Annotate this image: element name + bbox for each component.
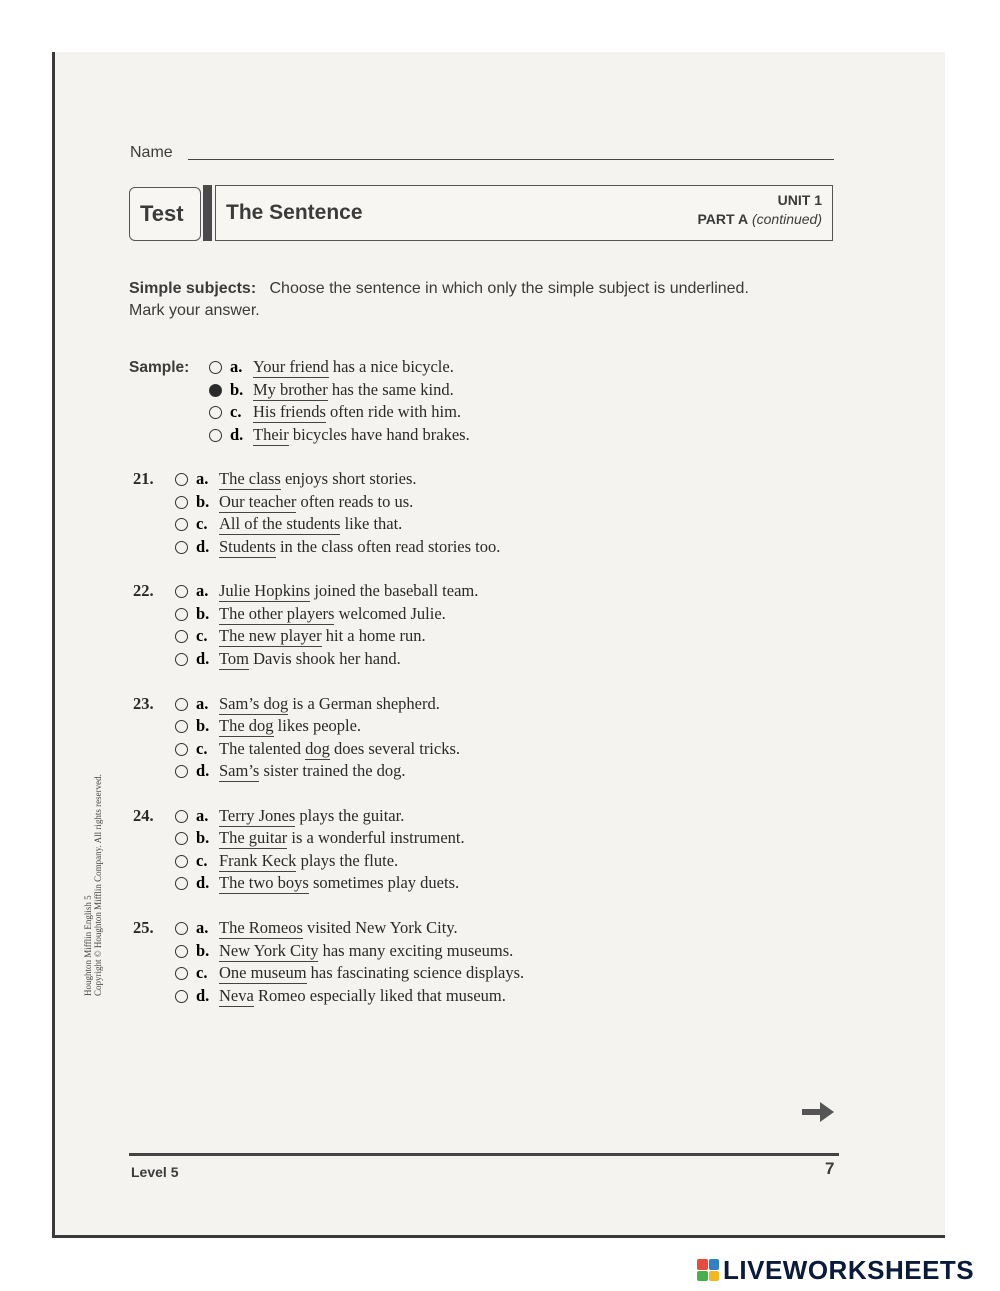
option-letter: c. [196, 963, 208, 983]
option-sentence [219, 963, 524, 983]
option-letter: b. [196, 828, 210, 848]
answer-option[interactable] [55, 828, 855, 850]
sentence-text: has a nice bicycle. [328, 357, 454, 376]
answer-option[interactable] [55, 626, 855, 648]
underlined-subject: Students [219, 536, 276, 556]
sample-label: Sample: [129, 359, 190, 376]
option-sentence [219, 986, 506, 1006]
sentence-text: sometimes play duets. [308, 873, 460, 893]
option-letter: d. [196, 648, 210, 668]
answer-bubble[interactable] [209, 384, 222, 397]
option-sentence [253, 380, 454, 400]
liveworksheets-icon [697, 1259, 719, 1281]
underlined-subject: Your friend [253, 357, 329, 376]
underlined-subject: The other players [219, 603, 335, 623]
option-sentence [253, 357, 454, 377]
worksheet-page [52, 52, 945, 1238]
sentence-text: welcomed Julie. [334, 603, 446, 623]
option-letter: c. [230, 402, 242, 421]
title-box [215, 185, 833, 241]
liveworksheets-logo [697, 1256, 974, 1284]
answer-bubble[interactable] [175, 585, 188, 598]
answer-bubble[interactable] [175, 855, 188, 868]
sentence-text: is a German shepherd. [288, 693, 440, 713]
logo-square-blue [709, 1259, 720, 1270]
underlined-subject: Sam’s [219, 761, 260, 781]
underlined-subject: The dog [219, 716, 274, 736]
name-line [188, 159, 834, 160]
sentence-text: visited New York City. [302, 918, 458, 938]
option-sentence [219, 873, 459, 893]
option-sentence [219, 581, 478, 601]
option-sentence [219, 469, 417, 489]
option-letter: a. [196, 581, 209, 601]
sentence-text: has many exciting museums. [318, 940, 514, 960]
option-sentence [219, 649, 401, 669]
answer-option[interactable] [55, 941, 855, 963]
copyright-line-2: Copyright © Houghton Mifflin Company. All rights reserved. [93, 774, 103, 996]
option-sentence [219, 918, 458, 938]
answer-bubble[interactable] [175, 922, 188, 935]
option-sentence [219, 514, 402, 534]
answer-option[interactable] [55, 357, 855, 379]
question-number: 22. [133, 581, 154, 601]
sentence-text: plays the flute. [296, 850, 399, 870]
option-letter: c. [196, 738, 208, 758]
name-label: Name [130, 144, 173, 161]
sentence-text: has the same kind. [327, 379, 454, 399]
underlined-subject: My brother [253, 379, 328, 399]
underlined-subject: The Romeos [219, 918, 303, 938]
underlined-subject: Our teacher [219, 491, 297, 511]
instructions-heading: Simple subjects: [129, 280, 257, 297]
instructions [129, 278, 749, 322]
option-sentence [253, 425, 470, 445]
option-letter: a. [196, 469, 209, 488]
part-label [698, 211, 823, 227]
logo-square-yellow [709, 1271, 720, 1282]
answer-bubble[interactable] [175, 832, 188, 845]
option-letter: d. [230, 424, 244, 444]
answer-option[interactable] [55, 694, 855, 716]
answer-bubble[interactable] [175, 541, 188, 554]
answer-option[interactable] [55, 581, 855, 603]
sentence-text: does several tricks. [329, 738, 461, 758]
question-number: 25. [133, 918, 154, 938]
answer-bubble[interactable] [209, 429, 222, 442]
option-sentence [219, 761, 406, 781]
option-letter: d. [196, 536, 210, 556]
underlined-subject: Tom [219, 648, 250, 668]
underlined-subject: Their [253, 424, 289, 444]
answer-bubble[interactable] [175, 518, 188, 531]
option-sentence [219, 941, 513, 961]
question-number: 21. [133, 469, 154, 488]
answer-option[interactable] [55, 851, 855, 873]
question-number: 24. [133, 805, 154, 825]
logo-square-green [697, 1271, 708, 1282]
option-letter: d. [196, 761, 210, 781]
option-sentence [219, 739, 460, 759]
option-sentence [219, 626, 426, 646]
underlined-subject: All of the students [219, 514, 341, 533]
sentence-text: often ride with him. [325, 402, 462, 421]
sentence-text: plays the guitar. [295, 805, 405, 825]
part-note: (continued) [751, 211, 822, 227]
sentence-text: Davis shook her hand. [249, 648, 401, 668]
sentence-text: is a wonderful instrument. [287, 828, 465, 848]
underlined-subject: dog [305, 738, 330, 758]
answer-option[interactable] [55, 963, 855, 985]
sentence-text: often reads to us. [296, 491, 414, 511]
option-letter: a. [230, 357, 243, 376]
underlined-subject: The guitar [219, 828, 288, 848]
test-badge [129, 187, 201, 241]
sentence-text: likes people. [273, 716, 362, 736]
question-number: 23. [133, 693, 154, 713]
sentence-text: enjoys short stories. [280, 469, 417, 488]
answer-bubble[interactable] [175, 473, 188, 486]
option-sentence [219, 828, 465, 848]
option-sentence [253, 402, 461, 422]
underlined-subject: Julie Hopkins [219, 581, 311, 601]
answer-option[interactable] [55, 918, 855, 940]
option-letter: d. [196, 873, 210, 893]
option-sentence [219, 716, 361, 736]
underlined-subject: Neva [219, 985, 254, 1005]
underlined-subject: One museum [219, 963, 307, 983]
part-text: PART A [697, 211, 749, 227]
page-number: 7 [825, 1159, 835, 1178]
logo-square-red [697, 1259, 708, 1270]
sentence-text: The talented [219, 738, 306, 758]
sentence-text: joined the baseball team. [310, 581, 479, 601]
copyright-line-1: Houghton Mifflin English 5 [83, 895, 93, 996]
footer-level: Level 5 [131, 1164, 179, 1180]
answer-bubble[interactable] [175, 765, 188, 778]
answer-bubble[interactable] [175, 877, 188, 890]
answer-option[interactable] [55, 739, 855, 761]
sentence-text: like that. [340, 514, 403, 533]
option-letter: a. [196, 693, 209, 713]
page-title: The Sentence [226, 201, 363, 224]
test-label: Test [140, 201, 184, 226]
answer-option[interactable] [55, 469, 855, 491]
option-letter: b. [230, 379, 244, 399]
option-sentence [219, 604, 446, 624]
answer-option[interactable] [55, 492, 855, 514]
answer-option[interactable] [55, 806, 855, 828]
sentence-text: hit a home run. [321, 626, 426, 646]
copyright-notice [83, 774, 103, 996]
header-divider-bar [203, 185, 212, 241]
answer-bubble[interactable] [175, 630, 188, 643]
answer-bubble[interactable] [175, 608, 188, 621]
option-letter: a. [196, 918, 209, 938]
sentence-text: has fascinating science displays. [306, 963, 525, 983]
liveworksheets-text: LIVEWORKSHEETS [723, 1254, 975, 1285]
underlined-subject: The class [219, 469, 281, 488]
underlined-subject: His friends [253, 402, 326, 421]
underlined-subject: The new player [219, 626, 322, 646]
answer-bubble[interactable] [175, 653, 188, 666]
option-letter: b. [196, 940, 210, 960]
option-sentence [219, 851, 398, 871]
answer-bubble[interactable] [175, 967, 188, 980]
answer-option[interactable] [55, 716, 855, 738]
answer-option[interactable] [55, 402, 855, 424]
option-letter: c. [196, 626, 208, 646]
option-letter: a. [196, 805, 209, 825]
answer-option[interactable] [55, 604, 855, 626]
answer-bubble[interactable] [175, 720, 188, 733]
answer-option[interactable] [55, 986, 855, 1008]
answer-bubble[interactable] [209, 361, 222, 374]
answer-option[interactable] [55, 514, 855, 536]
answer-option[interactable] [55, 761, 855, 783]
underlined-subject: The two boys [219, 873, 309, 893]
answer-option[interactable] [55, 649, 855, 671]
answer-bubble[interactable] [175, 698, 188, 711]
unit-label: UNIT 1 [777, 192, 822, 208]
answer-option[interactable] [55, 425, 855, 447]
answer-option[interactable] [55, 537, 855, 559]
sentence-text: sister trained the dog. [259, 761, 406, 781]
next-page-arrow-icon [800, 1099, 836, 1125]
option-sentence [219, 694, 440, 714]
underlined-subject: Terry Jones [219, 805, 296, 825]
option-sentence [219, 806, 404, 826]
option-sentence [219, 492, 413, 512]
answer-bubble[interactable] [209, 406, 222, 419]
footer-rule [129, 1153, 839, 1156]
answer-bubble[interactable] [175, 810, 188, 823]
option-letter: c. [196, 514, 208, 533]
sentence-text: in the class often read stories too. [275, 536, 501, 556]
option-sentence [219, 537, 500, 557]
answer-bubble[interactable] [175, 945, 188, 958]
option-letter: c. [196, 850, 208, 870]
underlined-subject: Sam’s dog [219, 693, 289, 713]
answer-bubble[interactable] [175, 743, 188, 756]
option-letter: b. [196, 491, 210, 511]
option-letter: b. [196, 603, 210, 623]
option-letter: b. [196, 716, 210, 736]
sentence-text: bicycles have hand brakes. [288, 424, 470, 444]
answer-option[interactable] [55, 380, 855, 402]
sentence-text: Romeo especially liked that museum. [253, 985, 506, 1005]
underlined-subject: New York City [219, 940, 319, 960]
answer-bubble[interactable] [175, 990, 188, 1003]
answer-bubble[interactable] [175, 496, 188, 509]
answer-option[interactable] [55, 873, 855, 895]
option-letter: d. [196, 985, 210, 1005]
name-row [130, 142, 834, 164]
instructions-text: Choose the sentence in which only the simple subject is underlined. Mark your answer. [129, 280, 749, 319]
underlined-subject: Frank Keck [219, 850, 297, 870]
